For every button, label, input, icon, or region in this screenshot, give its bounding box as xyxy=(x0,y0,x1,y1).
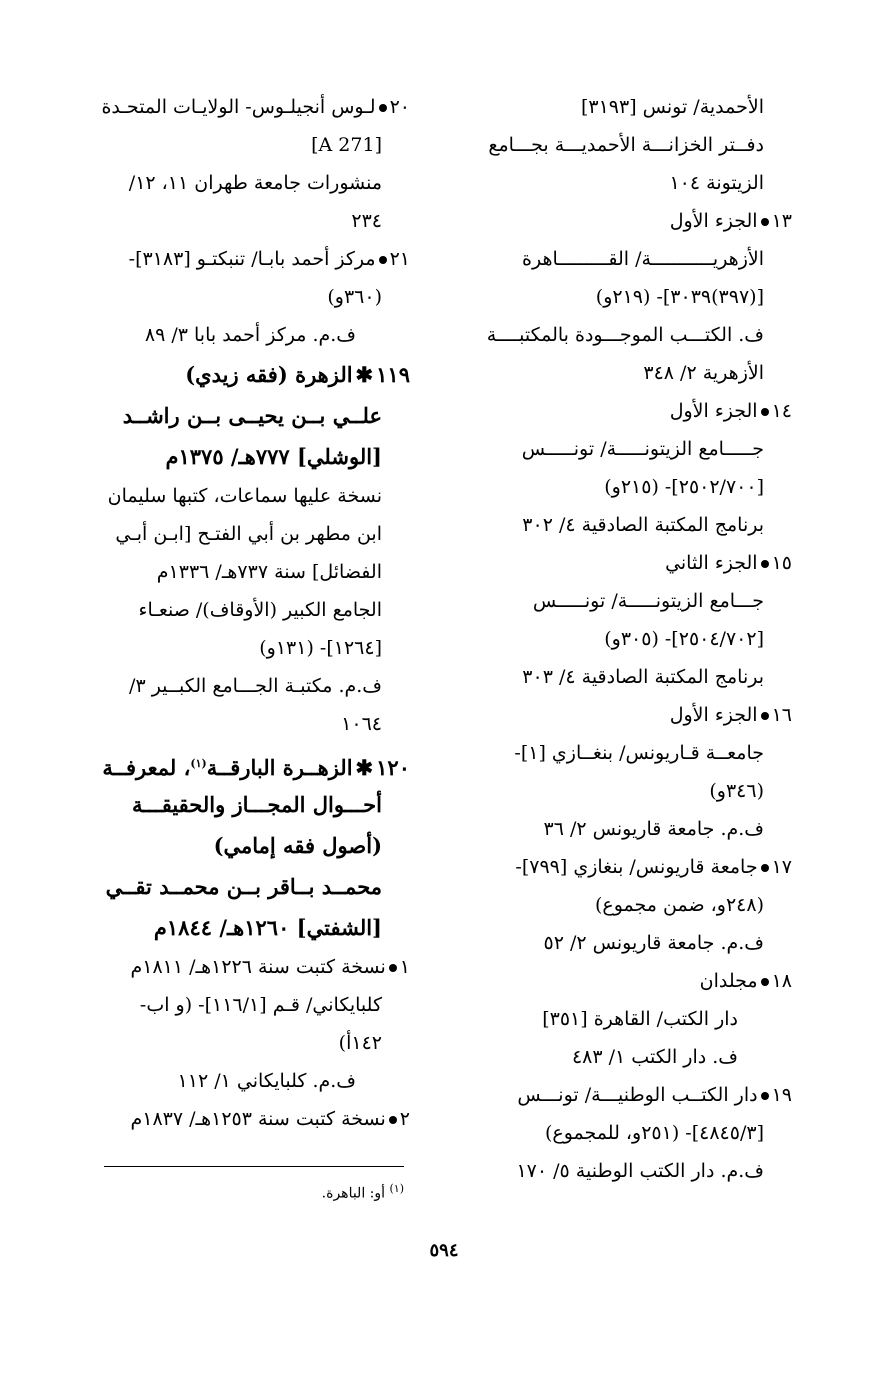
text-line: ١٣الجزء الأول xyxy=(669,210,792,232)
bullet-icon xyxy=(761,560,769,568)
text-line: ١٤الجزء الأول xyxy=(669,400,792,422)
bullet-icon xyxy=(761,864,769,872)
text-line: [٢٥٠٤/٧٠٢]- (٣٠٥و) xyxy=(604,628,764,650)
text-line: [A 271] xyxy=(311,134,382,156)
text-line: دار الكتب/ القاهرة [٣٥١] xyxy=(542,1008,738,1030)
bullet-icon xyxy=(761,978,769,986)
text-line: منشورات جامعة طهران ١١، ١٢/ xyxy=(128,172,382,194)
right-column xyxy=(452,88,792,1190)
text-line: ٢نسخة كتبت سنة ١٢٥٣هـ/ ١٨٣٧م xyxy=(130,1108,410,1130)
text-line: الزيتونة ١٠٤ xyxy=(669,172,764,194)
text-line: جامعــة قـاريونس/ بنغــازي [١]- xyxy=(514,742,764,764)
text-line: (٣٤٦و) xyxy=(709,780,764,802)
text-line: (٣٦٠و) xyxy=(327,286,382,308)
text-line: الأحمدية/ تونس [٣١٩٣] xyxy=(580,96,764,118)
bullet-icon xyxy=(389,964,397,972)
text-line: [٤٨٤٥/٣]- (٢٥١و، للمجموع) xyxy=(544,1122,764,1144)
text-line: برنامج المكتبة الصادقية ٤/ ٣٠٢ xyxy=(522,514,764,536)
footnote-marker: (١) xyxy=(389,1182,404,1195)
text-line: برنامج المكتبة الصادقية ٤/ ٣٠٣ xyxy=(522,666,764,688)
bullet-icon xyxy=(761,712,769,720)
text-line: ف.م. مكتبـة الجـــامع الكبــير ٣/ xyxy=(129,675,382,697)
text-line: ١٤٢أ) xyxy=(338,1032,382,1054)
left-column xyxy=(70,88,410,1138)
text-line: ف.م. مركز أحمد بابا ٣/ ٨٩ xyxy=(144,324,356,346)
text-line: [١٢٦٤]- (١٣١و) xyxy=(259,637,382,659)
bullet-icon xyxy=(761,408,769,416)
text-line: (أصول فقه إمامي) xyxy=(213,833,382,858)
text-line: ف. الكتـــب الموجـــودة بالمكتبــــة xyxy=(486,324,764,346)
text-line: الأزهريـــــــــــة/ القـــــــــاهرة xyxy=(522,248,764,270)
text-line: ٢١مركز أحمد بابـا/ تنبكتـو [٣١٨٣]- xyxy=(128,248,410,270)
text-line: ١٧جامعة قاريونس/ بنغازي [٧٩٩]- xyxy=(515,856,792,878)
text-line: [الشفتي] ١٢٦٠هـ/ ١٨٤٤م xyxy=(153,915,382,940)
bullet-icon xyxy=(761,218,769,226)
text-line: جـــــامع الزيتونـــــة/ تونـــــس xyxy=(521,438,764,460)
footnote-ref: (١) xyxy=(190,757,207,770)
text-line: ١٦الجزء الأول xyxy=(669,704,792,726)
text-line: جـــامع الزيتونـــــة/ تونـــــس xyxy=(532,590,764,612)
page-number: ٥٩٤ xyxy=(429,1240,459,1261)
text-line: الجامع الكبير (الأوقاف)/ صنعـاء xyxy=(138,599,382,621)
text-line: دفــتر الخزانـــة الأحمديـــة بجـــامع xyxy=(488,134,764,156)
text-line: الفضائل] سنة ٧٣٧هـ/ ١٣٣٦م xyxy=(156,561,382,583)
bullet-icon xyxy=(379,256,387,264)
text-line: محمــد بــاقر بــن محمــد تقــي xyxy=(105,874,382,899)
text-line: ابن مطهر بن أبي الفتـح [ابـن أبـي xyxy=(115,523,382,545)
bullet-icon xyxy=(389,1116,397,1124)
bullet-icon xyxy=(761,1092,769,1100)
text-line: الأزهرية ٢/ ٣٤٨ xyxy=(643,362,764,384)
text-line: [الوشلي] ٧٧٧هـ/ ١٣٧٥م xyxy=(165,444,382,469)
text-line: ١٥الجزء الثاني xyxy=(665,552,792,574)
text-line: ٢٣٤ xyxy=(351,210,382,232)
text-line: ف.م. جامعة قاريونس ٢/ ٣٦ xyxy=(543,818,764,840)
asterisk-icon: ✱ xyxy=(355,755,374,780)
text-line: ف.م. كلبايكاني ١/ ١١٢ xyxy=(177,1070,356,1092)
text-line: علــي بــن يحيــى بــن راشــد xyxy=(122,403,382,428)
text-line: ف.م. جامعة قاريونس ٢/ ٥٢ xyxy=(543,932,764,954)
text-line: ١٢٠✱الزهــرة البارقــة$^{(١)}$، لمعرفــة xyxy=(102,755,410,780)
text-line: [٢٥٠٢/٧٠٠]- (٢١٥و) xyxy=(604,476,764,498)
text-line: أحـــوال المجـــاز والحقيقـــة xyxy=(132,792,382,817)
text-line: ف.م. دار الكتب الوطنية ٥/ ١٧٠ xyxy=(516,1160,764,1182)
text-line: ١١٩✱الزهرة (فقه زيدي) xyxy=(185,362,410,387)
text-line: ١٩دار الكتــب الوطنيـــة/ تونـــس xyxy=(517,1084,792,1106)
text-line: نسخة عليها سماعات، كتبها سليمان xyxy=(107,485,382,507)
footnote-text: أو: الباهرة. xyxy=(321,1185,386,1202)
footnote-separator xyxy=(104,1166,404,1167)
text-line: (٢٤٨و، ضمن مجموع) xyxy=(594,894,764,916)
text-line: ١نسخة كتبت سنة ١٢٢٦هـ/ ١٨١١م xyxy=(130,956,410,978)
bullet-icon xyxy=(379,104,387,112)
footnote xyxy=(100,1178,404,1205)
text-line: كلبايكاني/ قـم [١١٦/١]- (و اب- xyxy=(139,994,382,1016)
text-line: ١٠٦٤ xyxy=(341,713,382,735)
text-line: ٢٠لـوس أنجيلـوس- الولايـات المتحـدة xyxy=(101,96,410,118)
text-line: ١٨مجلدان xyxy=(699,970,792,992)
asterisk-icon: ✱ xyxy=(355,362,374,387)
text-line: ف. دار الكتب ١/ ٤٨٣ xyxy=(571,1046,738,1068)
text-line: [(٣٩٧)٣٠٣٩]- (٢١٩و) xyxy=(595,286,764,308)
